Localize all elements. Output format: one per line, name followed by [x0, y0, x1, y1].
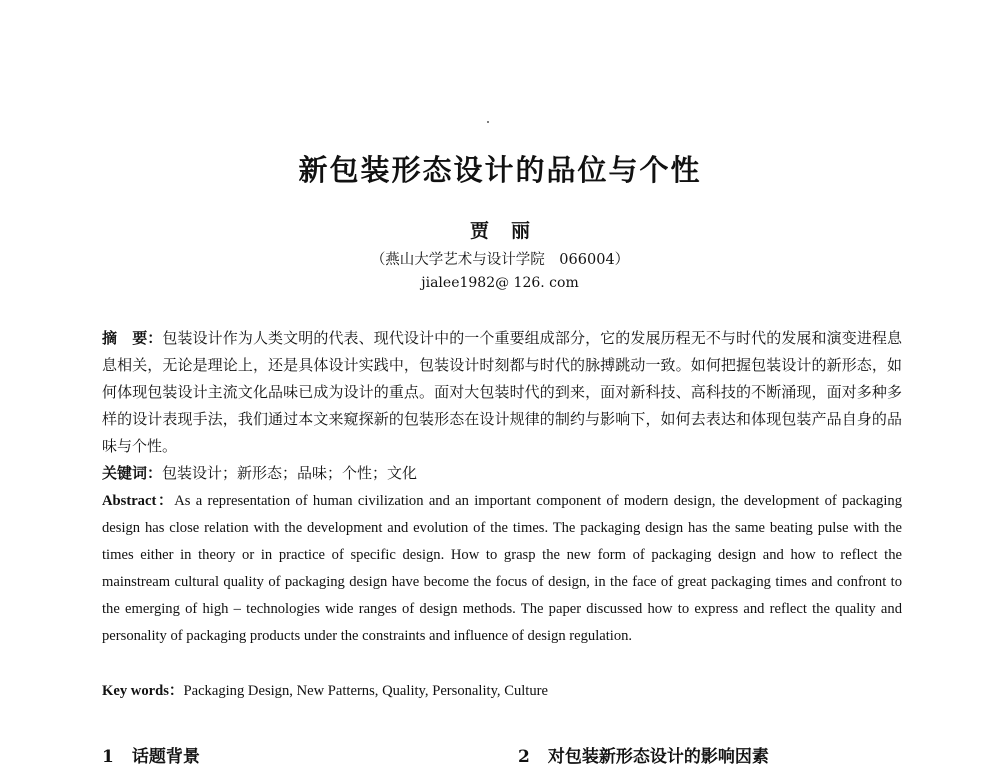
keywords-chinese-text: 包装设计；新形态；品味；个性；文化 — [162, 464, 418, 482]
author-name: 贾丽 — [469, 220, 552, 242]
section-heading-2 — [518, 742, 769, 767]
abstract-english-text: As a representation of human civilization and an important component of modern design, the development of packaging design has close relation with the development and evolution of the times. The packaging design has the same beating pulse with the times either in theory or in practice of specific design. How to grasp the new form of packaging design and how to reflect the mainstream cultural quality of packaging design have become the focus of design, in the face of great packaging times and confront to the emerging of high – technologies wide ranges of design methods. The paper discussed how to express and reflect the quality and personality of packaging products under the constraints and influence of design regulation. — [102, 493, 902, 644]
section-title: 话题背景 — [131, 747, 200, 767]
section-number: 2 — [518, 747, 530, 767]
abstract-chinese — [102, 325, 902, 460]
abstract-chinese-text: 包装设计作为人类文明的代表、现代设计中的一个重要组成部分，它的发展历程无不与时代的发展和演变进程息息相关，无论是理论上，还是具体设计实践中，包装设计时刻都与时代的脉搏跳动一致。如何把握包装设计的新形态，如何体现包装设计主流文化品味已成为设计的重点。面对大包装时代的到来，面对新科技、高科技的不断涌现，面对多种多样的设计表现手法，我们通过本文来窥探新的包装形态在设计规律的制约与影响下，如何去表达和体现包装产品自身的品味与个性。 — [102, 329, 902, 455]
abstract-english-label: Abstract： — [102, 493, 175, 509]
abstract-chinese-label: 摘 要： — [102, 329, 163, 347]
keywords-english-text: Packaging Design, New Patterns, Quality, Personality, Culture — [183, 683, 548, 699]
section-title: 对包装新形态设计的影响因素 — [547, 747, 769, 767]
author-affiliation: （燕山大学艺术与设计学院 066004） — [370, 252, 630, 268]
author-email: jialee1982@ 126. com — [421, 275, 579, 291]
keywords-english-label: Key words： — [102, 683, 184, 699]
keywords-chinese — [102, 460, 902, 487]
abstract-english — [102, 488, 902, 650]
scan-speck — [487, 121, 489, 123]
section-heading-1 — [102, 742, 200, 767]
section-number: 1 — [102, 747, 114, 767]
keywords-english — [102, 678, 902, 705]
keywords-chinese-label: 关键词： — [102, 464, 163, 482]
paper-title: 新包装形态设计的品位与个性 — [298, 153, 702, 187]
